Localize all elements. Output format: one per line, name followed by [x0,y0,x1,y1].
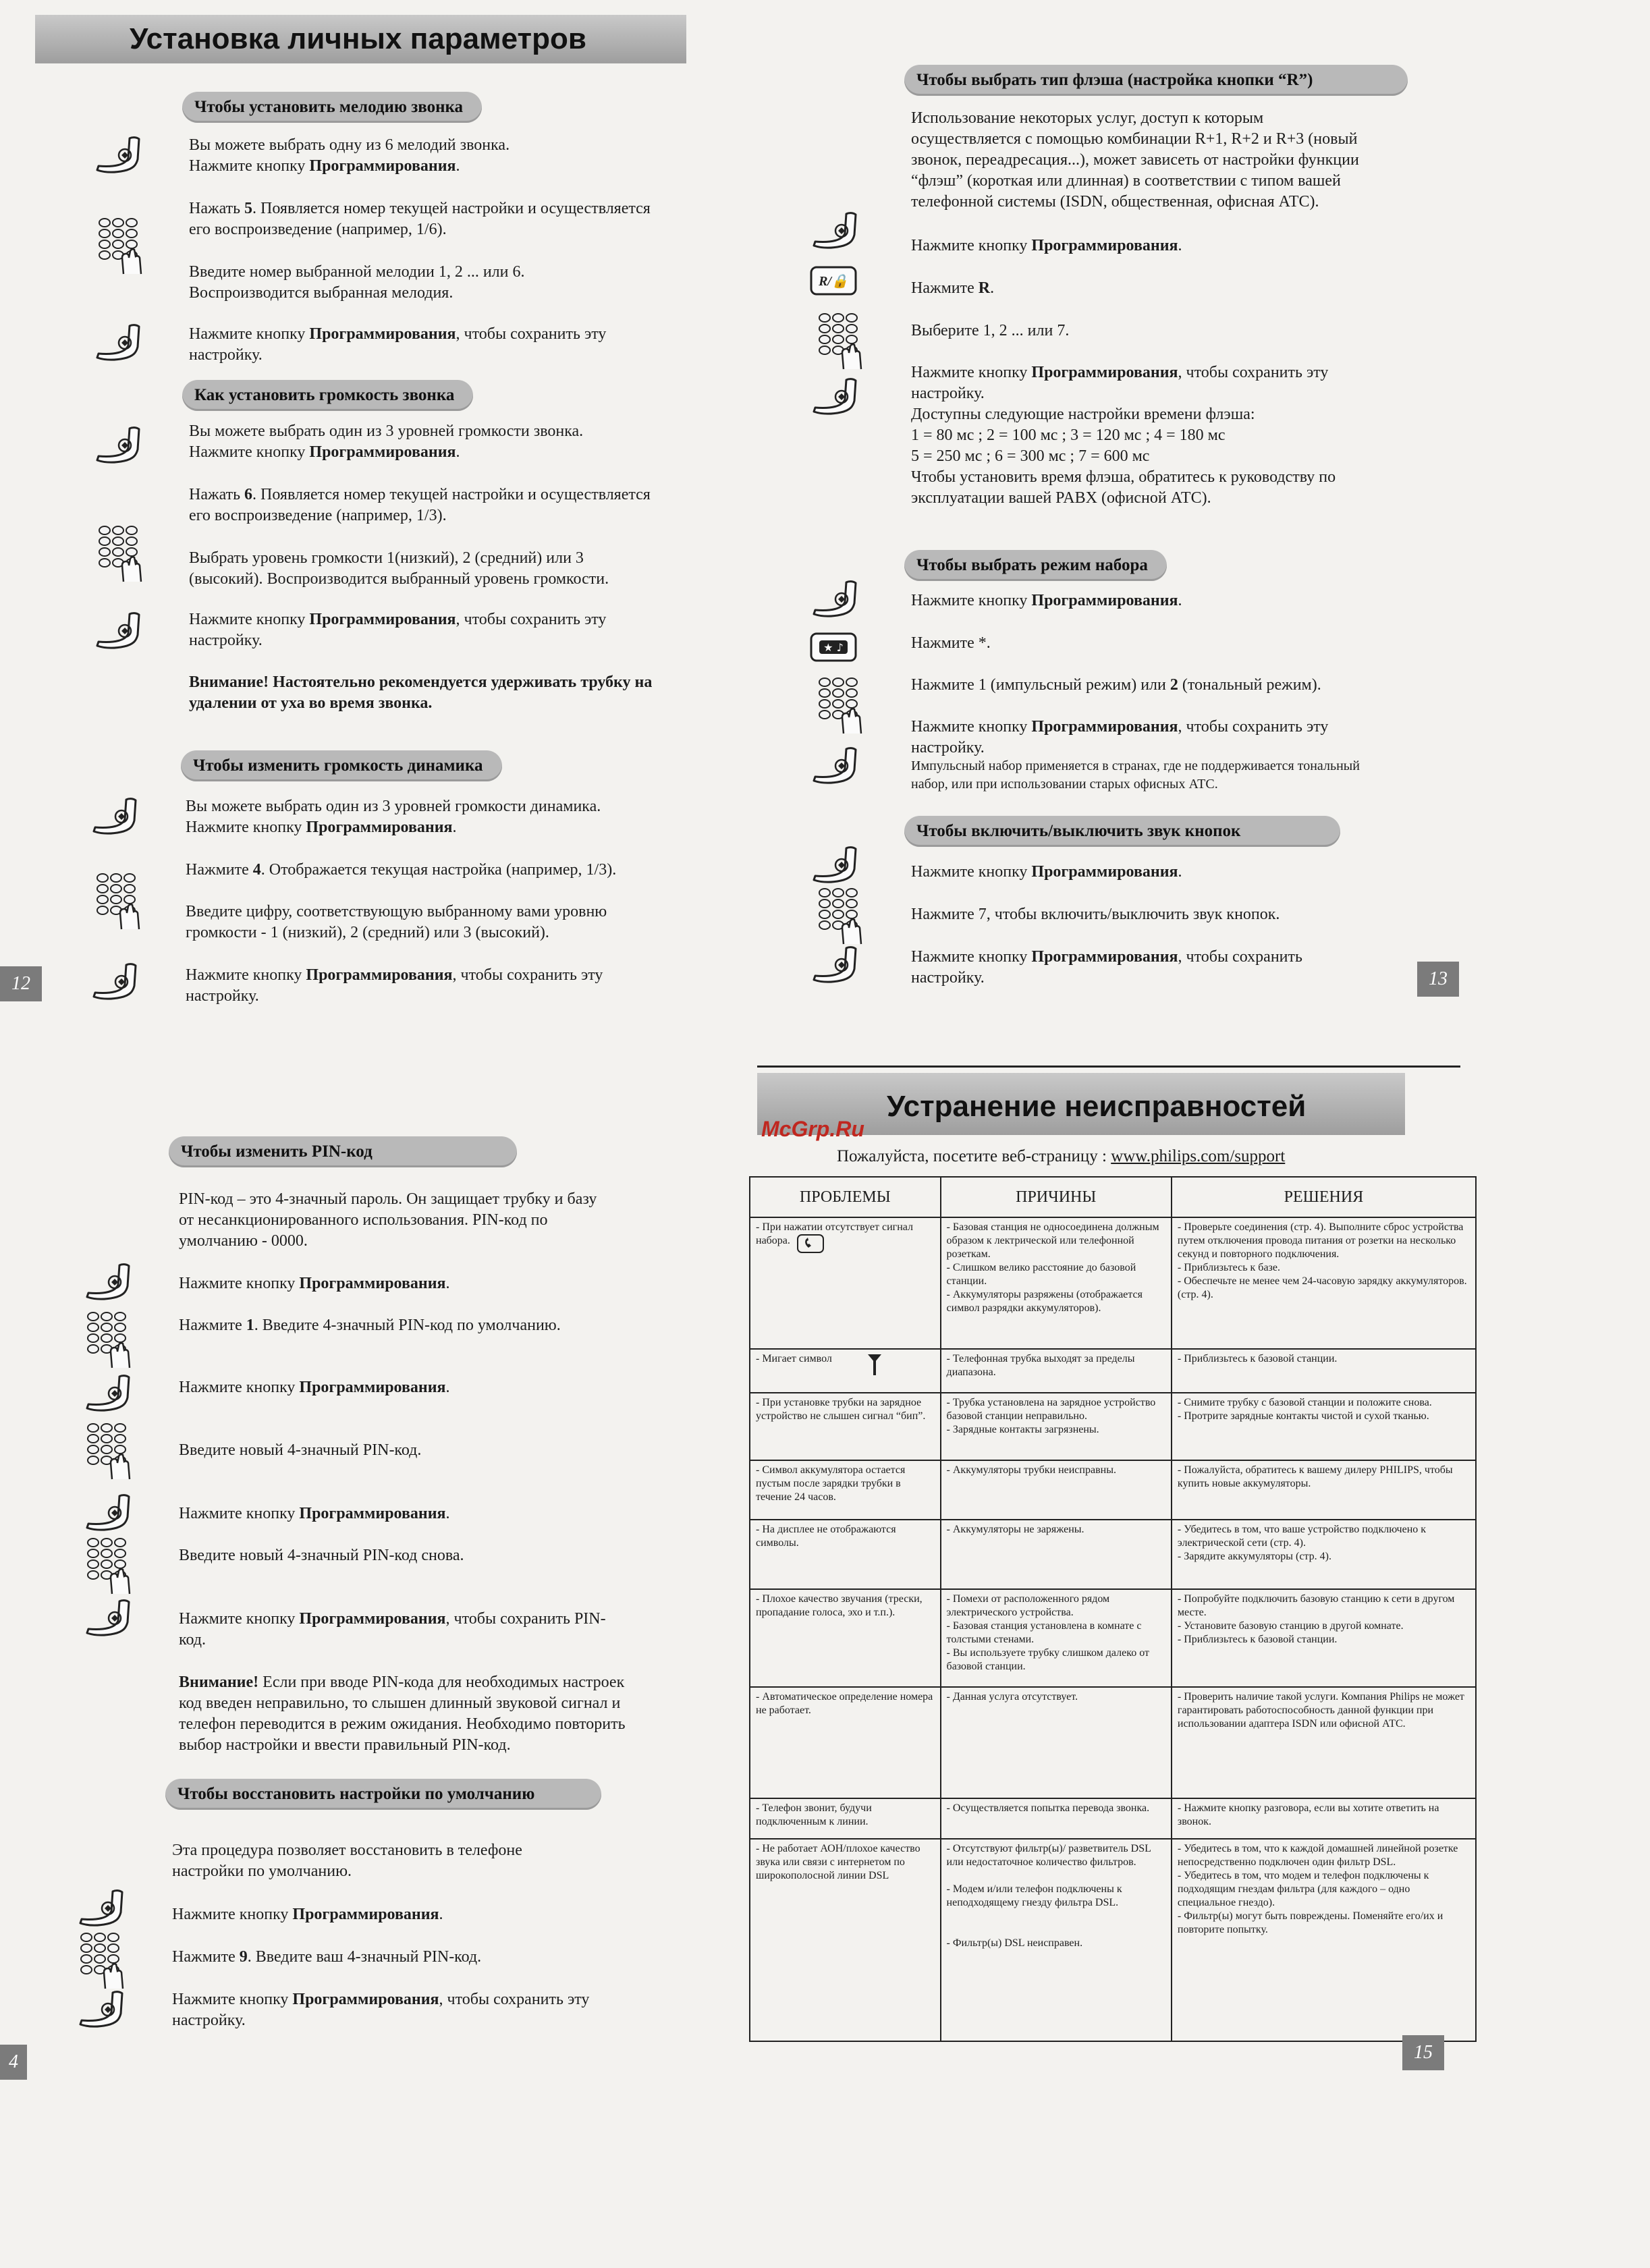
program-key-icon [84,1373,133,1412]
cell-text: - При нажатии отсутствует сигнал набора. [756,1221,914,1246]
text-line: телефонной системы (ISDN, общественная, офисная АТС). [911,193,1319,211]
cell-solution [1172,1460,1476,1520]
text-line: эксплуатации вашей PABX (офисной АТС). [911,489,1211,507]
pin-step-program [179,1273,450,1294]
text-line: его воспроизведение (например, 1/6). [189,221,447,238]
ring-volume-warning [189,672,652,714]
program-key-icon [94,425,143,464]
text-line: Нажмите R. [911,279,995,297]
cell-text: - Базовая станция не односоединена должным образом к лектрической или телефонной розеткам. - Слишком велико расстояние до базовой станции. - Аккумуляторы разряжены (отображается символ разрядки аккумуляторов). [946,1221,1159,1314]
cell-solution [1172,1520,1476,1589]
keypad-icon [86,1537,131,1595]
text-line: от несанкционированного использования. PIN-код по [179,1211,548,1229]
cell-problem [750,1349,941,1393]
cell-text: - Пожалуйста, обратитесь к вашему дилеру PHILIPS, чтобы купить новые аккумуляторы. [1177,1464,1453,1489]
text-line: выбор настройки и ввести правильный PIN-код. [179,1736,511,1754]
ring-volume-step-6 [189,485,651,526]
ring-volume-step-level [189,548,609,590]
cell-problem [750,1520,941,1589]
cell-cause [941,1349,1172,1393]
program-key-icon [91,796,140,835]
reset-step-program [172,1904,443,1925]
reset-step-9 [172,1947,481,1968]
text-line: настройку. [911,739,985,756]
text-line: настройку. [911,385,985,402]
table-row [750,1687,1476,1798]
program-key-icon [91,962,140,1001]
cell-text: - Отсутствуют фильтр(ы)/ разветвитель DSL или недостаточное количество фильтров. - Модем и/или телефон подключены к неподходящему гнезду фильтра DSL. - Фильтр(ы) DSL неисправен. [946,1843,1151,1949]
keypad-icon [818,677,862,735]
text-line: Нажмите кнопку Программирования, чтобы сохранить эту [911,364,1329,381]
page-title: Установка личных параметров [35,15,686,63]
column-header-causes: ПРИЧИНЫ [941,1177,1172,1217]
cell-text: - Данная услуга отсутствует. [946,1691,1078,1703]
text-line: настройку. [186,987,259,1005]
table-row [750,1349,1476,1393]
table-row [750,1393,1476,1460]
text-line: Нажмите 4. Отображается текущая настройка (например, 1/3). [186,861,617,879]
pin-step-save [179,1609,606,1651]
cell-cause [941,1839,1172,2041]
keypad-icon [98,217,142,275]
text-line: Нажмите кнопку Программирования. [179,1275,450,1292]
text-line: Нажмите кнопку Программирования. [189,157,460,175]
table-row [750,1589,1476,1687]
pin-step-new: Введите новый 4-значный PIN-код. [179,1441,422,1459]
text-line: Эта процедура позволяет восстановить в телефоне [172,1842,522,1859]
text-line: Чтобы установить время флэша, обратитесь к руководству по [911,468,1336,486]
text-line: Введите цифру, соответствующую выбранному вами уровню [186,903,607,920]
text-line: Вы можете выбрать один из 3 уровней громкости динамика. [186,798,601,815]
cell-text: - Приблизьтесь к базовой станции. [1177,1353,1338,1364]
text-line: код. [179,1631,206,1649]
cell-problem [750,1589,941,1687]
speaker-intro [186,796,601,838]
cell-text: - Аккумуляторы трубки неисправны. [946,1464,1116,1476]
text-line: Нажмите кнопку Программирования. [179,1505,450,1522]
cell-text: - Аккумуляторы не заряжены. [946,1524,1084,1535]
reset-step-save [172,1989,589,2031]
cell-text: - Проверить наличие такой услуги. Компания Philips не может гарантировать работоспособность данной функции при использовании адаптера ISDN или офисной АТС. [1177,1691,1464,1730]
keypad-icon [86,1422,131,1481]
cell-cause [941,1217,1172,1349]
page-number: 15 [1402,2035,1444,2070]
cell-text: - Трубка установлена на зарядное устройство базовой станции неправильно. - Зарядные контакты загрязнены. [946,1397,1156,1435]
text-line: настройку. [189,632,263,649]
text-line: Введите номер выбранной мелодии 1, 2 ... или 6. [189,263,525,281]
text-line: настройку. [172,2012,246,2029]
cell-text: - При установке трубки на зарядное устройство не слышен сигнал “бип”. [756,1397,926,1422]
section-heading-dial-mode: Чтобы выбрать режим набора [904,550,1167,581]
text-line: удалении от уха во время звонка. [189,694,433,712]
program-key-icon [94,611,143,650]
text-line: настройки по умолчанию. [172,1862,352,1880]
cell-text: - Снимите трубку с базовой станции и положите снова. - Протрите зарядные контакты чистой и сухой тканью. [1177,1397,1432,1422]
table-header-row [750,1177,1476,1217]
section-heading-speaker-volume: Чтобы изменить громкость динамика [181,750,502,781]
keysound-step-7: Нажмите 7, чтобы включить/выключить звук кнопок. [911,906,1280,923]
program-key-icon [78,1888,126,1927]
troubleshooting-table [749,1176,1477,2042]
cell-text: - Убедитесь в том, что ваше устройство подключено к электрической сети (стр. 4). - Зарядите аккумуляторы (стр. 4). [1177,1524,1427,1562]
cell-text: - Нажмите кнопку разговора, если вы хотите ответить на звонок. [1177,1802,1439,1827]
section-heading-ring-volume: Как установить громкость звонка [182,380,473,411]
text-line: Нажмите кнопку Программирования, чтобы сохранить эту [189,611,607,628]
text-line: Нажать 6. Появляется номер текущей настройки и осуществляется [189,486,651,503]
cell-cause [941,1589,1172,1687]
pin-warning [179,1672,626,1756]
troubleshooting-title: Устранение неисправностей [757,1073,1405,1135]
dial-step-program [911,590,1182,611]
text-line: Выбрать уровень громкости 1(низкий), 2 (средний) или 3 [189,549,584,567]
dial-note [911,757,1360,794]
cell-text: - Попробуйте подключить базовую станцию к сети в другом месте. - Установите базовую станцию в другой комнате. - Приблизьтесь к базовой станции. [1177,1593,1455,1645]
watermark-logo: McGrp.Ru [761,1117,864,1141]
cell-text: - Автоматическое определение номера не работает. [756,1691,933,1716]
ringtone-step-5 [189,198,651,240]
cell-solution [1172,1349,1476,1393]
text-line: настройку. [189,346,263,364]
text-line: Нажмите кнопку Программирования. [186,819,457,836]
page-number: 12 [0,966,42,1001]
cell-text: - Проверьте соединения (стр. 4). Выполните сброс устройства путем отключения провода питания от розетки на несколько секунд и повторного подключения. - Приблизьтесь к базе. - Обеспечьте не менее чем 24-часовую зарядку аккумуляторов. (стр. 4). [1177,1221,1467,1300]
dial-step-mode [911,675,1321,696]
text-line: умолчанию - 0000. [179,1232,308,1250]
pin-intro [179,1189,597,1252]
cell-solution [1172,1687,1476,1798]
r-key-icon [810,265,858,297]
support-link[interactable]: www.philips.com/support [1111,1147,1286,1165]
cell-cause [941,1687,1172,1798]
program-key-icon [94,323,143,362]
program-key-icon [811,746,860,785]
text-line: настройку. [911,969,985,987]
text-line: Нажмите кнопку Программирования. [172,1906,443,1923]
keypad-icon [86,1311,131,1369]
text-line: Нажмите кнопку Программирования, чтобы сохранить эту [186,966,603,984]
text-line: Нажмите 1. Введите 4-значный PIN-код по умолчанию. [179,1317,561,1334]
cell-text: - Убедитесь в том, что к каждой домашней линейной розетке непосредственно подключен один фильтр DSL. - Убедитесь в том, что модем и телефон подключены к подходящим гнездам фильтра (для каждого – одно специальное гнездо). - Фильтр(ы) могут быть повреждены. Поменяйте его/их и повторите попытку. [1177,1843,1458,1935]
keypad-icon [98,525,142,583]
column-header-problems: ПРОБЛЕМЫ [750,1177,941,1217]
table-row [750,1798,1476,1839]
pin-step-program-2 [179,1377,450,1398]
flash-step-program [911,236,1182,256]
cell-problem [750,1393,941,1460]
cell-cause [941,1520,1172,1589]
section-heading-key-sound: Чтобы включить/выключить звук кнопок [904,816,1340,847]
reset-intro [172,1840,522,1882]
cell-text: - Мигает символ [756,1353,832,1364]
section-heading-reset: Чтобы восстановить настройки по умолчанию [165,1779,601,1810]
text-line: звонок, переадресация...), может зависеть от настройки функции [911,151,1359,169]
text-line: Вы можете выбрать один из 3 уровней громкости звонка. [189,422,584,440]
cell-problem [750,1217,941,1349]
column-header-solutions: РЕШЕНИЯ [1172,1177,1476,1217]
program-key-icon [94,135,143,174]
keypad-icon [818,887,862,945]
text-line: Нажмите кнопку Программирования, чтобы сохранить эту [911,718,1329,736]
program-key-icon [811,377,860,416]
support-line [837,1147,1285,1166]
speaker-step-level [186,902,607,943]
cell-text: - Осуществляется попытка перевода звонка. [946,1802,1150,1814]
text-line: громкости - 1 (низкий), 2 (средний) или 3 (высокий). [186,924,549,941]
page-number: 13 [1417,962,1459,997]
text-line: Нажмите кнопку Программирования, чтобы сохранить эту [189,325,607,343]
text-line: Нажать 5. Появляется номер текущей настройки и осуществляется [189,200,651,217]
cell-cause [941,1393,1172,1460]
table-row [750,1217,1476,1349]
program-key-icon [811,211,860,250]
cell-text: - Не работает АОН/плохое качество звука или связи с интернетом по широкополосной линии DSL [756,1843,920,1881]
text-line: (высокий). Воспроизводится выбранный уровень громкости. [189,570,609,588]
text-line: Внимание! Настоятельно рекомендуется удерживать трубку на [189,673,653,691]
text-line: Нажмите кнопку Программирования. [911,592,1182,609]
cell-text: - Плохое качество звучания (трески, пропадание голоса, эхо и т.п.). [756,1593,923,1618]
section-heading-pin: Чтобы изменить PIN-код [169,1136,517,1167]
ring-volume-intro [189,421,583,463]
table-row [750,1839,1476,2041]
pin-step-1 [179,1315,561,1336]
pin-step-repeat: Введите новый 4-значный PIN-код снова. [179,1547,464,1564]
table-row [750,1520,1476,1589]
text-line: его воспроизведение (например, 1/3). [189,507,447,524]
ringtone-step-save [189,324,606,366]
flash-step-save [911,362,1336,509]
cell-cause [941,1460,1172,1520]
cell-problem [750,1839,941,2041]
page-13 [819,0,1650,1053]
cell-solution [1172,1839,1476,2041]
page-4 [0,1053,749,2268]
ringtone-intro [189,135,510,177]
support-text: Пожалуйста, посетите веб-страницу : [837,1147,1111,1165]
cell-solution [1172,1798,1476,1839]
text-line: Нажмите кнопку Программирования, чтобы сохранить [911,948,1302,966]
text-line: Воспроизводится выбранная мелодия. [189,284,453,302]
program-key-icon [84,1262,133,1301]
flash-step-r [911,278,994,299]
program-key-icon [78,1989,126,2028]
dial-step-star: Нажмите *. [911,634,991,652]
text-line: Нажмите кнопку Программирования. [911,863,1182,881]
speaker-step-4 [186,860,616,881]
text-line: Нажмите 9. Введите ваш 4-значный PIN-код. [172,1948,482,1966]
cell-solution [1172,1217,1476,1349]
cell-problem [750,1687,941,1798]
keypad-icon [818,312,862,370]
ring-volume-step-save [189,609,606,651]
page-number: 4 [0,2045,27,2080]
cell-text: - Телефонная трубка выходят за пределы диапазона. [946,1353,1135,1378]
divider [757,1066,1460,1068]
program-key-icon [84,1598,133,1637]
text-line: Вы можете выбрать одну из 6 мелодий звонка. [189,136,510,154]
svg-text:★ ♪: ★ ♪ [823,641,844,654]
flash-intro [911,108,1359,213]
page-15 [749,1053,1650,2268]
cell-text: - Телефон звонит, будучи подключенным к линии. [756,1802,872,1827]
text-line: набор, или при использовании старых офисных АТС. [911,777,1218,792]
text-line: осуществляется с помощью комбинации R+1, R+2 и R+3 (новый [911,130,1358,148]
cell-cause [941,1798,1172,1839]
text-line: PIN-код – это 4-значный пароль. Он защищает трубку и базу [179,1190,597,1208]
star-key-icon [810,631,858,663]
program-key-icon [811,579,860,618]
cell-problem [750,1460,941,1520]
text-line: Нажмите кнопку Программирования. [189,443,460,461]
text-line: “флэш” (короткая или длинная) в соответствии с типом вашей [911,172,1341,190]
talk-key-icon [797,1234,824,1257]
text-line: Использование некоторых услуг, доступ к которым [911,109,1264,127]
text-line: Импульсный набор применяется в странах, где не поддерживается тональный [911,758,1360,773]
speaker-step-save [186,965,603,1007]
cell-text: - На дисплее не отображаются символы. [756,1524,896,1549]
cell-text: - Помехи от расположенного рядом электрического устройства. - Базовая станция установлена в комнате с толстыми стенами. - Вы используете трубку слишком далеко от базовой станции. [946,1593,1149,1672]
text-line: код введен неправильно, то слышен длинный звуковой сигнал и [179,1694,621,1712]
keysound-step-program [911,862,1182,883]
text-line: 1 = 80 мс ; 2 = 100 мс ; 3 = 120 мс ; 4 = 180 мс [911,426,1226,444]
text-line: 5 = 250 мс ; 6 = 300 мс ; 7 = 600 мс [911,447,1150,465]
keysound-step-save [911,947,1302,989]
pin-step-program-3 [179,1503,450,1524]
text-line: Нажмите 1 (импульсный режим) или 2 (тональный режим). [911,676,1321,694]
program-key-icon [84,1493,133,1532]
program-key-icon [811,945,860,984]
cell-text: - Символ аккумулятора остается пустым после зарядки трубки в течение 24 часов. [756,1464,906,1503]
text-line: Нажмите кнопку Программирования, чтобы сохранить эту [172,1991,590,2008]
flash-step-select: Выберите 1, 2 ... или 7. [911,322,1070,339]
text-line: Доступны следующие настройки времени флэша: [911,406,1255,423]
text-line: телефон переводится в режим ожидания. Необходимо повторить [179,1715,626,1733]
program-key-icon [811,845,860,884]
keypad-icon [96,873,140,931]
section-heading-ringtone: Чтобы установить мелодию звонка [182,92,482,123]
text-line: Нажмите кнопку Программирования, чтобы сохранить PIN- [179,1610,606,1628]
text-line: Нажмите кнопку Программирования. [179,1379,450,1396]
keypad-icon [80,1932,124,1990]
ringtone-step-select [189,262,525,304]
text-line: Нажмите кнопку Программирования. [911,237,1182,254]
antenna-icon [866,1352,883,1381]
cell-solution [1172,1589,1476,1687]
page-12 [0,0,825,1053]
table-row [750,1460,1476,1520]
cell-solution [1172,1393,1476,1460]
cell-problem [750,1798,941,1839]
svg-text:R/🔒: R/🔒 [819,274,848,289]
section-heading-flash: Чтобы выбрать тип флэша (настройка кнопки “R”) [904,65,1408,96]
dial-step-save [911,717,1328,758]
text-line: Внимание! Если при вводе PIN-кода для необходимых настроек [179,1674,625,1691]
